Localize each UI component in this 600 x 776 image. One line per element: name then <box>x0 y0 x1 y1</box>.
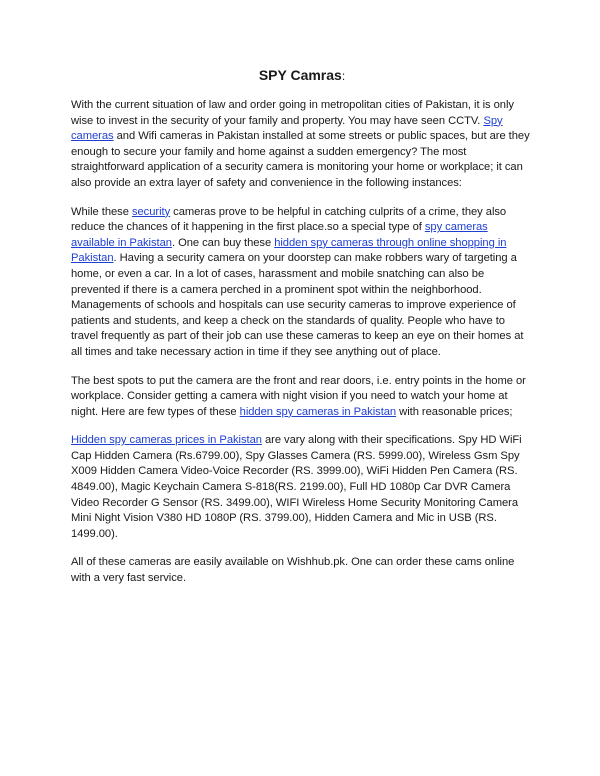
security-link[interactable]: security <box>131 205 171 218</box>
text-span: are vary along with their specifications. Spy HD WiFi Cap Hidden Camera (Rs.6799.00), Spy Glasses Camera (RS. 5999.00), Wireless Gsm Spy X009 Hidden Camera Video-Voice Recorder (RS. 3999.00), WiFi Hidden Pen Camera (RS. 4849.00), Magic Keychain Camera S-818(RS. 2199.00), Full HD 1080p Car DVR Camera Video Recorder G Sensor (RS. 3499.00), WIFI Wireless Home Security Monitoring Camera Mini Night Vision V380 HD 1080P (RS. 3799.00), Hidden Camera and Mic in USB (RS. 1499.00). <box>71 434 522 540</box>
closing-paragraph <box>71 555 533 586</box>
placement-paragraph <box>71 374 533 421</box>
title-text: SPY Camras <box>258 67 342 83</box>
page-title <box>71 66 533 85</box>
text-span: With the current situation of law and order going in metropolitan cities of Pakistan, it is only wise to invest in the security of your family and property. You may have seen CCTV. <box>71 99 514 127</box>
spy-cameras-available-link[interactable]: spy cameras available in Pakistan <box>71 221 488 249</box>
text-span: All of these cameras are easily available on Wishhub.pk. One can order these cams online with a very fast service. <box>71 556 515 585</box>
spy-cameras-link[interactable]: Spy cameras <box>71 114 503 143</box>
text-span: and Wifi cameras in Pakistan installed at some streets or public spaces, but are they enough to secure your family and home against a sudden emergency? The most straightforward application of a security camera is monitoring your home or workplace; it can also provide an extra layer of safety and convenience in the following instances: <box>71 130 530 189</box>
hidden-spy-cameras-link[interactable]: hidden spy cameras in Pakistan <box>239 405 397 418</box>
text-span: While these <box>71 205 132 218</box>
hidden-spy-cameras-prices-link[interactable]: Hidden spy cameras prices in Pakistan <box>71 434 262 447</box>
prices-paragraph <box>71 433 533 542</box>
document-page <box>71 66 533 600</box>
text-span: cameras prove to be helpful in catching culprits of a crime, they also reduce the chances of it happening in the first place.so a special type of <box>71 205 507 234</box>
text-span: with reasonable prices; <box>396 405 513 418</box>
text-span: . Having a security camera on your doorstep can make robbers wary of targeting a home, or even a car. In a lot of cases, harassment and mobile snatching can also be prevented if there is a camera perched in a prominent spot within the neighborhood. Managements of schools and hospitals can use security cameras to improve experience of patients and students, and keep a check on the standards of quality. People who have to travel frequently as part of their job can use these cameras to keep an eye on their homes at all times and take necessary action in time if they see anything out of place. <box>71 252 524 358</box>
text-span: . One can buy these <box>171 236 275 249</box>
hidden-spy-cameras-online-link[interactable]: hidden spy cameras through online shopping in Pakistan <box>71 236 507 265</box>
title-suffix: : <box>341 69 346 83</box>
benefits-paragraph <box>71 205 533 361</box>
intro-paragraph <box>71 98 533 192</box>
text-span: The best spots to put the camera are the front and rear doors, i.e. entry points in the home or workplace. Consider getting a camera with night vision if you need to watch your home at night. Here are few types of these <box>71 374 526 418</box>
